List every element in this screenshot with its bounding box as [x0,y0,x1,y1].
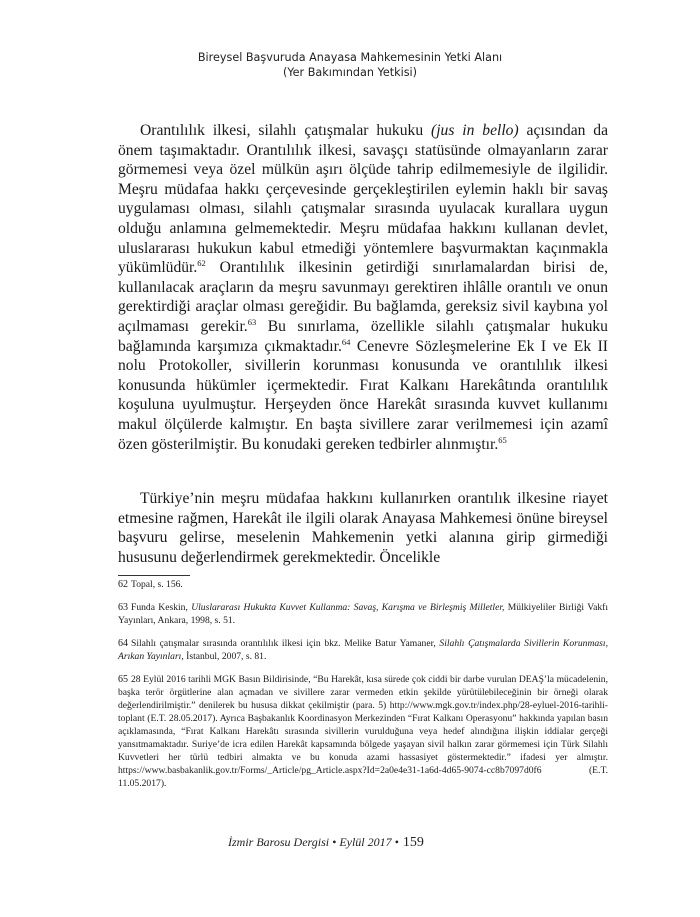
book-title: Uluslararası Hukukta Kuvvet Kullanma: Savaş, Karışma ve Birleşmiş Milletler, [191,602,505,613]
footnote-number: 62 [118,579,128,590]
footnote-ref-65[interactable]: 65 [498,434,507,445]
footnote-text: İstanbul, 2007, s. 81. [183,651,267,662]
footnote-62 [118,578,608,591]
latin-term: (jus in bello) [431,122,519,139]
footnote-text: 28 Eylül 2016 tarihli MGK Basın Bildirisinde, “Bu Harekât, kısa sürede çok ciddi bir darbe vurulan DEAŞ’la mücadelenin, başka terör örgütlerine alan açmadan ve sivillere zarar vermeden etkin şekilde yürütülebileceğinin bir örneği olarak değerlendirilmiştir.” denilerek bu hususa dikkat çekilmiştir (para. 5) http://www.mgk.gov.tr/index.php/28-eyluel-2016-tarihli-toplant (E.T. 28.05.2017). Ayrıca Başbakanlık Koordinasyon Merkezinden “Fırat Kalkanı Operasyonu” hakkında yapılan basın açıklamasında, “Fırat Kalkanı Harekâtı sırasında sivillerin vurulduğuna veya hedef alındığına ilişkin iddialar gerçeği yansıtmamaktadır. Suriye’de icra edilen Harekât kapsamında bölgede yaşayan sivil halkın zarar görmemesi için Türk Silahlı Kuvvetleri her türlü tedbiri almakta ve bu konuda azami hassasiyet göstermektedir.” ifadesi yer almıştır. https://www.basbakanlik.gov.tr/Forms/_Article/pg_Article.aspx?Id=2a0e4e31-1a6d-4d65-9074-cc8b7097d0f6 (E.T. 11.05.2017). [118,674,608,789]
page-footer [228,835,424,851]
footnote-text: Silahlı çatışmalar sırasında orantılılık ilkesi için bkz. Melike Batur Yamaner, [131,638,440,649]
book-title: Silahlı Çatışmalarda Sivillerin Korunması, Arıkan Yayınları, [118,638,608,662]
footnote-separator [118,575,190,576]
body-paragraph-2 [118,489,608,567]
footnote-ref-62[interactable]: 62 [197,257,206,268]
body-paragraph-1 [118,121,608,454]
footnote-text: Funda Keskin, [131,602,192,613]
paragraph-text: Cenevre Sözleşmelerine Ek I ve Ek II nolu Protokoller, sivillerin korunması konusunda ve orantılılık ilkesi konusunda hükümler içermektedir. Fırat Kalkanı Harekâtında orantılılık koşuluna uyulmuştur. Herşeyden önce Harekât sırasında kuvvet kullanımı makul ölçülerde kalmıştır. En başta sivillere zarar verilmemesi için azamî özen gösterilmiştir. Bu konudaki gereken tedbirler alınmıştır. [118,337,608,453]
footnote-number: 63 [118,602,128,613]
footnote-text: Topal, s. 156. [131,579,183,590]
header-subtitle: (Yer Bakımından Yetkisi) [282,66,418,79]
paragraph-text: açısından da önem taşımaktadır. Orantılılık ilkesi, savaşçı statüsünde olmayanların zarar görmemesi veya özel mülkün aşırı ölçüde tahrip edilmemesiyle de ilgilidir. Meşru müdafaa hakkı çerçevesinde gerçekleştirilen eylemin haklı bir savaş uygulaması olması, silahlı çatışmalar sırasında uyulacak kurallara uygun olduğu anlamına gelmemektedir. Meşru müdafaa hakkını kullanan devlet, uluslararası hukukun kabul etmediği yöntemlere başvurmaktan kaçınmakla yükümlüdür. [118,122,609,277]
page-number: 159 [402,835,424,850]
paragraph-text: Türkiye’nin meşru müdafaa hakkını kullanırken orantılık ilkesine riayet etmesine rağmen, Harekât ile ilgili olarak Anayasa Mahkemesi önüne bireysel başvuru gelirse, meselenin Mahkemenin yetki alanına girip girmediği hususunu değerlendirmek gerekmektedir. Öncelikle [118,490,608,566]
footnote-63 [118,601,608,627]
running-header [0,50,700,80]
header-title: Bireysel Başvuruda Anayasa Mahkemesinin Yetki Alanı [197,51,503,64]
paragraph-text: Orantılılık ilkesi, silahlı çatışmalar hukuku [140,122,431,139]
footnote-64 [118,637,608,663]
footnote-ref-63[interactable]: 63 [247,316,257,327]
paragraph-text: Bu sınırlama, özellikle silahlı çatışmalar hukuku bağlamında karşımıza çıkmaktadır. [118,317,608,355]
footnote-number: 65 [118,674,128,685]
footnote-number: 64 [118,638,128,649]
footnote-ref-64[interactable]: 64 [341,336,351,347]
journal-name: İzmir Barosu Dergisi • Eylül 2017 • [228,835,399,849]
footnote-65 [118,673,608,790]
footnote-text: Mülkiyeliler Birliği Vakfı Yayınları, Ankara, 1998, s. 51. [118,602,608,626]
footnotes [118,578,608,800]
paragraph-text: Orantılılık ilkesinin getirdiği sınırlamalardan birisi de, kullanılacak araçların da meşru savunmayı gerektiren ihlâlle orantılı ve onun gerektirdiği araçlar olması gereğidir. Bu bağlamda, gereksiz sivil kaybına yol açılmaması gerekir. [118,259,608,335]
